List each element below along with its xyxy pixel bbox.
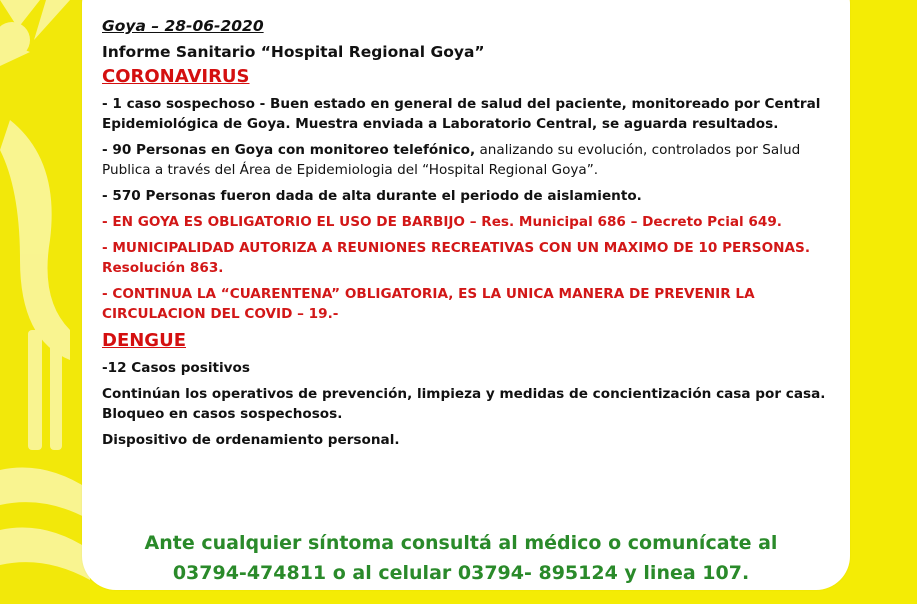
footer-line-2: 03794-474811 o al celular 03794- 895124 y linea 107. [172, 562, 750, 584]
dengue-item: Continúan los operativos de prevención, limpieza y medidas de concientización casa por casa. Bloqueo en casos sospechosos. [102, 386, 826, 422]
report-content [102, 16, 832, 456]
contact-footer [96, 528, 826, 588]
decorative-emblem-band [0, 0, 90, 604]
coronavirus-item: - 90 Personas en Goya con monitoreo telefónico, analizando su evolución, controlados por Salud Publica a través del Área de Epidemiologia del “Hospital Regional Goya”. [102, 142, 801, 178]
alert-mask-mandatory: - EN GOYA ES OBLIGATORIO EL USO DE BARBIJO – Res. Municipal 686 – Decreto Pcial 649. [102, 214, 782, 230]
report-date: Goya – 28-06-2020 [102, 17, 264, 35]
coronavirus-item: - 1 caso sospechoso - Buen estado en general de salud del paciente, monitoreado por Central Epidemiológica de Goya. Muestra enviada a Laboratorio Central, se aguarda resultados. [102, 96, 821, 132]
coronavirus-heading: CORONAVIRUS [102, 66, 250, 87]
dengue-item: -12 Casos positivos [102, 360, 250, 376]
alert-gatherings: - MUNICIPALIDAD AUTORIZA A REUNIONES RECREATIVAS CON UN MAXIMO DE 10 PERSONAS. Resolución 863. [102, 240, 810, 276]
dengue-item: Dispositivo de ordenamiento personal. [102, 432, 400, 448]
dengue-heading: DENGUE [102, 330, 186, 351]
footer-line-1: Ante cualquier síntoma consultá al médico o comunícate al [144, 532, 778, 554]
city-emblem-graphic [0, 0, 90, 604]
coronavirus-item: - 570 Personas fueron dada de alta durante el periodo de aislamiento. [102, 188, 642, 204]
alert-quarantine: - CONTINUA LA “CUARENTENA” OBLIGATORIA, ES LA UNICA MANERA DE PREVENIR LA CIRCULACION DEL COVID – 19.- [102, 286, 755, 322]
report-title: Informe Sanitario “Hospital Regional Goya” [102, 43, 485, 61]
